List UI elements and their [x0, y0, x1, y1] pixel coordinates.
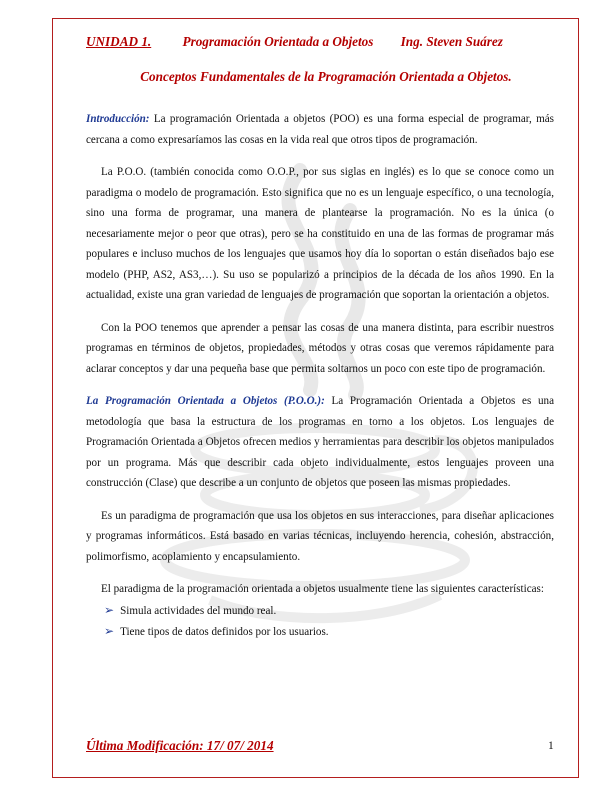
- features-intro-paragraph: El paradigma de la programación orientada a objetos usualmente tiene las siguientes características:: [101, 583, 544, 595]
- arrow-bullet-icon: ➢: [104, 602, 115, 617]
- poo-section-lead: La Programación Orientada a Objetos (P.O.O.):: [86, 395, 325, 407]
- header-course: Programación Orientada a Objetos: [182, 34, 374, 49]
- list-item: ➢ Tiene tipos de datos definidos por los usuarios.: [104, 623, 329, 638]
- intro-lead: Introducción:: [86, 113, 150, 125]
- paradigm-paragraph: Es un paradigma de programación que usa los objetos en sus interacciones, para diseñar aplicaciones y programas informáticos. Está basado en varias técnicas, incluyendo herencia, cohesión, abstracción, polimorfismo, acoplamiento y encapsulamiento.: [86, 509, 554, 563]
- arrow-bullet-icon: ➢: [104, 623, 115, 638]
- poo-section-text: La Programación Orientada a Objetos es una metodología que basa la estructura de los programas en torno a los objetos. Los lenguajes de Programación Orientada a Objetos ofrecen medios y herramientas para describir los objetos manipulados por un programa. Más que describir cada objeto individualmente, estos lenguajes proveen una construcción (Clase) que describe a un conjunto de objetos que poseen las mismas propiedades.: [86, 395, 554, 489]
- features-list: [86, 600, 554, 642]
- poo-paragraph: La P.O.O. (también conocida como O.O.P., por sus siglas en inglés) es lo que se conoce como un paradigma o modelo de programación. Esto significa que no es un lenguaje específico, o una tecnología, sino una forma de programar, una manera de plantearse la programación. No es la única (o necesariamente mejor o peor que otras), pero se ha constituido en una de las formas de programar más populares e incluso muchos de los lenguajes que usamos hoy día lo soportan o están diseñados bajo ese modelo (PHP, AS2, AS3,…). Su uso se popularizó a principios de la década de los años 1990. En la actualidad, existe una gran variedad de lenguajes de programación que soportan la orientación a objetos.: [86, 166, 554, 301]
- header-author: Ing. Steven Suárez: [400, 34, 503, 49]
- document-body: [86, 109, 554, 642]
- intro-text: La programación Orientada a objetos (POO) es una forma especial de programar, más cercana a como expresaríamos las cosas en la vida real que otros tipos de programación.: [86, 113, 554, 146]
- page-number: 1: [548, 740, 554, 752]
- last-modified-footer: Última Modificación: 17/ 07/ 2014: [86, 738, 274, 753]
- page-header: [86, 34, 503, 50]
- intro-paragraph: [86, 109, 554, 150]
- poo-section-paragraph: [86, 391, 554, 494]
- think-paragraph: Con la POO tenemos que aprender a pensar las cosas de una manera distinta, para escribir nuestros programas en términos de objetos, propiedades, métodos y otras cosas que veremos rápidamente para aclarar conceptos y dar una pequeña base que permita soltarnos un poco con este tipo de programación.: [86, 321, 554, 375]
- header-unit: UNIDAD 1.: [86, 34, 152, 49]
- list-item: ➢ Simula actividades del mundo real.: [104, 602, 277, 617]
- document-title: Conceptos Fundamentales de la Programación Orientada a Objetos.: [140, 69, 512, 84]
